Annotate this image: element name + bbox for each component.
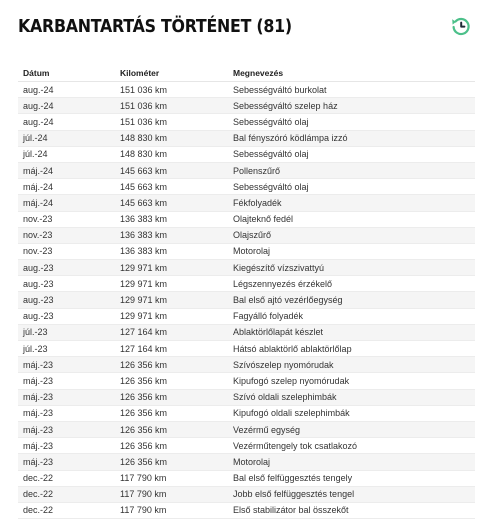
cell-km: 145 663 km [120, 197, 168, 208]
cell-km: 136 383 km [120, 246, 168, 257]
cell-date: dec.-22 [23, 505, 54, 516]
table-row [18, 405, 475, 421]
history-icon[interactable] [449, 14, 473, 38]
cell-date: júl.-23 [23, 343, 48, 354]
cell-date: máj.-24 [23, 181, 54, 192]
table-row [18, 324, 475, 340]
cell-km: 126 356 km [120, 359, 168, 370]
page-title: KARBANTARTÁS TÖRTÉNET (81) [18, 16, 292, 37]
table-row [18, 195, 475, 211]
column-header-km: Kilométer [115, 64, 228, 82]
cell-date: nov.-23 [23, 214, 53, 225]
cell-name: Vezérmű egység [233, 424, 301, 435]
cell-name: Kipufogó szelep nyomórudak [233, 375, 350, 386]
cell-km: 126 356 km [120, 392, 168, 403]
column-header-name: Megnevezés [228, 64, 475, 82]
cell-km: 136 383 km [120, 230, 168, 241]
cell-km: 117 790 km [120, 489, 167, 500]
cell-km: 127 164 km [120, 343, 168, 354]
cell-name: Sebességváltó olaj [233, 149, 309, 160]
cell-date: aug.-24 [23, 100, 54, 111]
cell-date: dec.-22 [23, 473, 54, 484]
cell-km: 126 356 km [120, 424, 168, 435]
table-row [18, 146, 475, 162]
table-row [18, 130, 475, 146]
cell-name: Vezérműtengely tok csatlakozó [233, 440, 358, 451]
table-row [18, 357, 475, 373]
table-row [18, 162, 475, 178]
cell-name: Fagyálló folyadék [233, 311, 304, 322]
cell-date: aug.-23 [23, 295, 54, 306]
cell-name: Sebességváltó szelep ház [233, 100, 338, 111]
cell-date: máj.-24 [23, 197, 54, 208]
cell-date: aug.-24 [23, 84, 54, 95]
cell-date: nov.-23 [23, 246, 53, 257]
table-header-row [18, 64, 475, 82]
cell-date: júl.-24 [23, 149, 48, 160]
cell-name: Hátsó ablaktörlő ablaktörlőlap [233, 343, 352, 354]
cell-km: 129 971 km [120, 295, 168, 306]
cell-km: 151 036 km [120, 116, 168, 127]
cell-km: 126 356 km [120, 375, 168, 386]
table-row [18, 260, 475, 276]
cell-name: Kipufogó oldali szelephimbák [233, 408, 350, 419]
table-row [18, 470, 475, 486]
cell-km: 145 663 km [120, 181, 168, 192]
cell-name: Fékfolyadék [233, 197, 282, 208]
cell-date: júl.-24 [23, 133, 48, 144]
table-row [18, 82, 475, 98]
cell-name: Bal első felfüggesztés tengely [233, 473, 353, 484]
table-row [18, 179, 475, 195]
cell-km: 126 356 km [120, 456, 168, 467]
cell-km: 117 790 km [120, 505, 167, 516]
cell-date: máj.-23 [23, 359, 54, 370]
cell-date: máj.-23 [23, 375, 54, 386]
cell-date: máj.-23 [23, 440, 54, 451]
cell-date: nov.-23 [23, 230, 53, 241]
cell-name: Szívószelep nyomórudak [233, 359, 334, 370]
table-row [18, 502, 475, 518]
cell-date: dec.-22 [23, 489, 54, 500]
cell-km: 148 830 km [120, 149, 168, 160]
cell-date: aug.-24 [23, 116, 54, 127]
cell-date: máj.-23 [23, 408, 54, 419]
table-row [18, 114, 475, 130]
cell-km: 129 971 km [120, 311, 168, 322]
cell-km: 136 383 km [120, 214, 168, 225]
cell-km: 148 830 km [120, 133, 168, 144]
cell-name: Légszennyezés érzékelő [233, 278, 333, 289]
cell-name: Sebességváltó olaj [233, 181, 309, 192]
cell-name: Ablaktörlőlapát készlet [233, 327, 324, 338]
table-row [18, 211, 475, 227]
cell-date: máj.-23 [23, 392, 54, 403]
table-row [18, 341, 475, 357]
cell-name: Kiegészítő vízszivattyú [233, 262, 325, 273]
cell-name: Jobb első felfüggesztés tengel [233, 489, 355, 500]
cell-name: Szívó oldali szelephimbák [233, 392, 337, 403]
table-row [18, 373, 475, 389]
table-row [18, 243, 475, 259]
table-row [18, 421, 475, 437]
column-header-date: Dátum [18, 64, 115, 82]
cell-name: Pollenszűrő [233, 165, 281, 176]
cell-name: Olajszűrő [233, 230, 272, 241]
cell-km: 151 036 km [120, 84, 168, 95]
cell-km: 145 663 km [120, 165, 168, 176]
cell-date: aug.-23 [23, 278, 54, 289]
cell-date: aug.-23 [23, 311, 54, 322]
cell-km: 129 971 km [120, 262, 168, 273]
cell-date: júl.-23 [23, 327, 48, 338]
cell-date: máj.-24 [23, 165, 54, 176]
table-row [18, 389, 475, 405]
cell-name: Bal első ajtó vezérlőegység [233, 295, 343, 306]
cell-km: 126 356 km [120, 440, 168, 451]
cell-name: Sebességváltó olaj [233, 116, 309, 127]
cell-name: Olajteknő fedél [233, 214, 294, 225]
table-row [18, 486, 475, 502]
cell-date: máj.-23 [23, 456, 54, 467]
cell-km: 129 971 km [120, 278, 168, 289]
cell-km: 151 036 km [120, 100, 168, 111]
table-row [18, 227, 475, 243]
cell-name: Sebességváltó burkolat [233, 84, 327, 95]
cell-name: Bal fényszóró ködlámpa izzó [233, 133, 348, 144]
cell-date: máj.-23 [23, 424, 54, 435]
table-row [18, 276, 475, 292]
maintenance-table [18, 64, 475, 519]
table-row [18, 98, 475, 114]
cell-km: 117 790 km [120, 473, 167, 484]
cell-date: aug.-23 [23, 262, 54, 273]
table-row [18, 454, 475, 470]
cell-km: 127 164 km [120, 327, 168, 338]
table-row [18, 292, 475, 308]
table-row [18, 438, 475, 454]
table-row [18, 308, 475, 324]
cell-name: Első stabilizátor bal összekőt [233, 505, 349, 516]
cell-name: Motorolaj [233, 246, 271, 257]
cell-km: 126 356 km [120, 408, 168, 419]
cell-name: Motorolaj [233, 456, 271, 467]
